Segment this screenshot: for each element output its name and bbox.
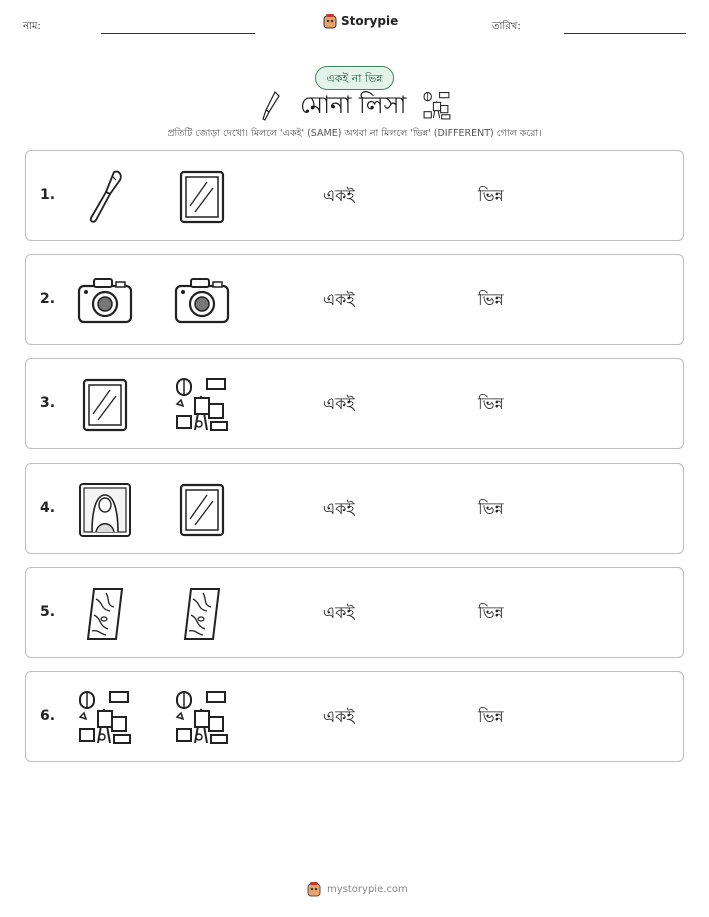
- option-different[interactable]: ভিন্ন: [478, 603, 504, 622]
- name-label: নাম:: [23, 21, 41, 32]
- question-number: 3.: [40, 395, 56, 411]
- question-number: 4.: [40, 500, 56, 516]
- camera-icon: [76, 272, 134, 330]
- frame-icon: [76, 376, 134, 434]
- option-different[interactable]: ভিন্ন: [478, 394, 504, 413]
- camera-icon: [173, 272, 231, 330]
- question-number: 5.: [40, 604, 56, 620]
- storypie-mascot-icon: [307, 881, 321, 897]
- question-row-6: [25, 671, 684, 762]
- option-same[interactable]: একই: [323, 290, 355, 309]
- option-different[interactable]: ভিন্ন: [478, 186, 504, 205]
- paintbrush-icon: [261, 90, 281, 126]
- brand-logo: [323, 13, 398, 29]
- footer: [307, 881, 408, 897]
- question-number: 6.: [40, 708, 56, 724]
- option-different[interactable]: ভিন্ন: [478, 499, 504, 518]
- question-number: 2.: [40, 291, 56, 307]
- wood-panel-icon: [76, 585, 134, 643]
- storypie-mascot-icon: [323, 13, 337, 29]
- date-label: তারিখ:: [492, 21, 521, 32]
- name-line[interactable]: [101, 33, 255, 34]
- frame-icon: [173, 481, 231, 539]
- art-studio-icon: [422, 91, 452, 125]
- date-line[interactable]: [564, 33, 686, 34]
- option-same[interactable]: একই: [323, 603, 355, 622]
- page-title: মোনা লিসা: [300, 91, 407, 119]
- question-row-2: [25, 254, 684, 345]
- option-different[interactable]: ভিন্ন: [478, 707, 504, 726]
- art-studio-icon: [173, 376, 231, 434]
- question-row-1: [25, 150, 684, 241]
- question-number: 1.: [40, 187, 56, 203]
- paintbrush-icon: [76, 168, 134, 226]
- option-same[interactable]: একই: [323, 186, 355, 205]
- brand-name: Storypie: [341, 14, 399, 28]
- wood-panel-icon: [173, 585, 231, 643]
- option-different[interactable]: ভিন্ন: [478, 290, 504, 309]
- art-studio-icon: [173, 689, 231, 747]
- option-same[interactable]: একই: [323, 394, 355, 413]
- mona-lisa-icon: [76, 481, 134, 539]
- question-row-4: [25, 463, 684, 554]
- activity-badge: একই না ভিন্ন: [315, 66, 394, 90]
- question-row-5: [25, 567, 684, 658]
- instructions: প্রতিটি জোড়া দেখো। মিললে 'একই' (SAME) অথবা না মিললে 'ভিন্ন' (DIFFERENT) গোল করো।: [167, 128, 542, 139]
- footer-url[interactable]: mystorypie.com: [327, 883, 408, 895]
- frame-icon: [173, 168, 231, 226]
- option-same[interactable]: একই: [323, 707, 355, 726]
- question-row-3: [25, 358, 684, 449]
- option-same[interactable]: একই: [323, 499, 355, 518]
- art-studio-icon: [76, 689, 134, 747]
